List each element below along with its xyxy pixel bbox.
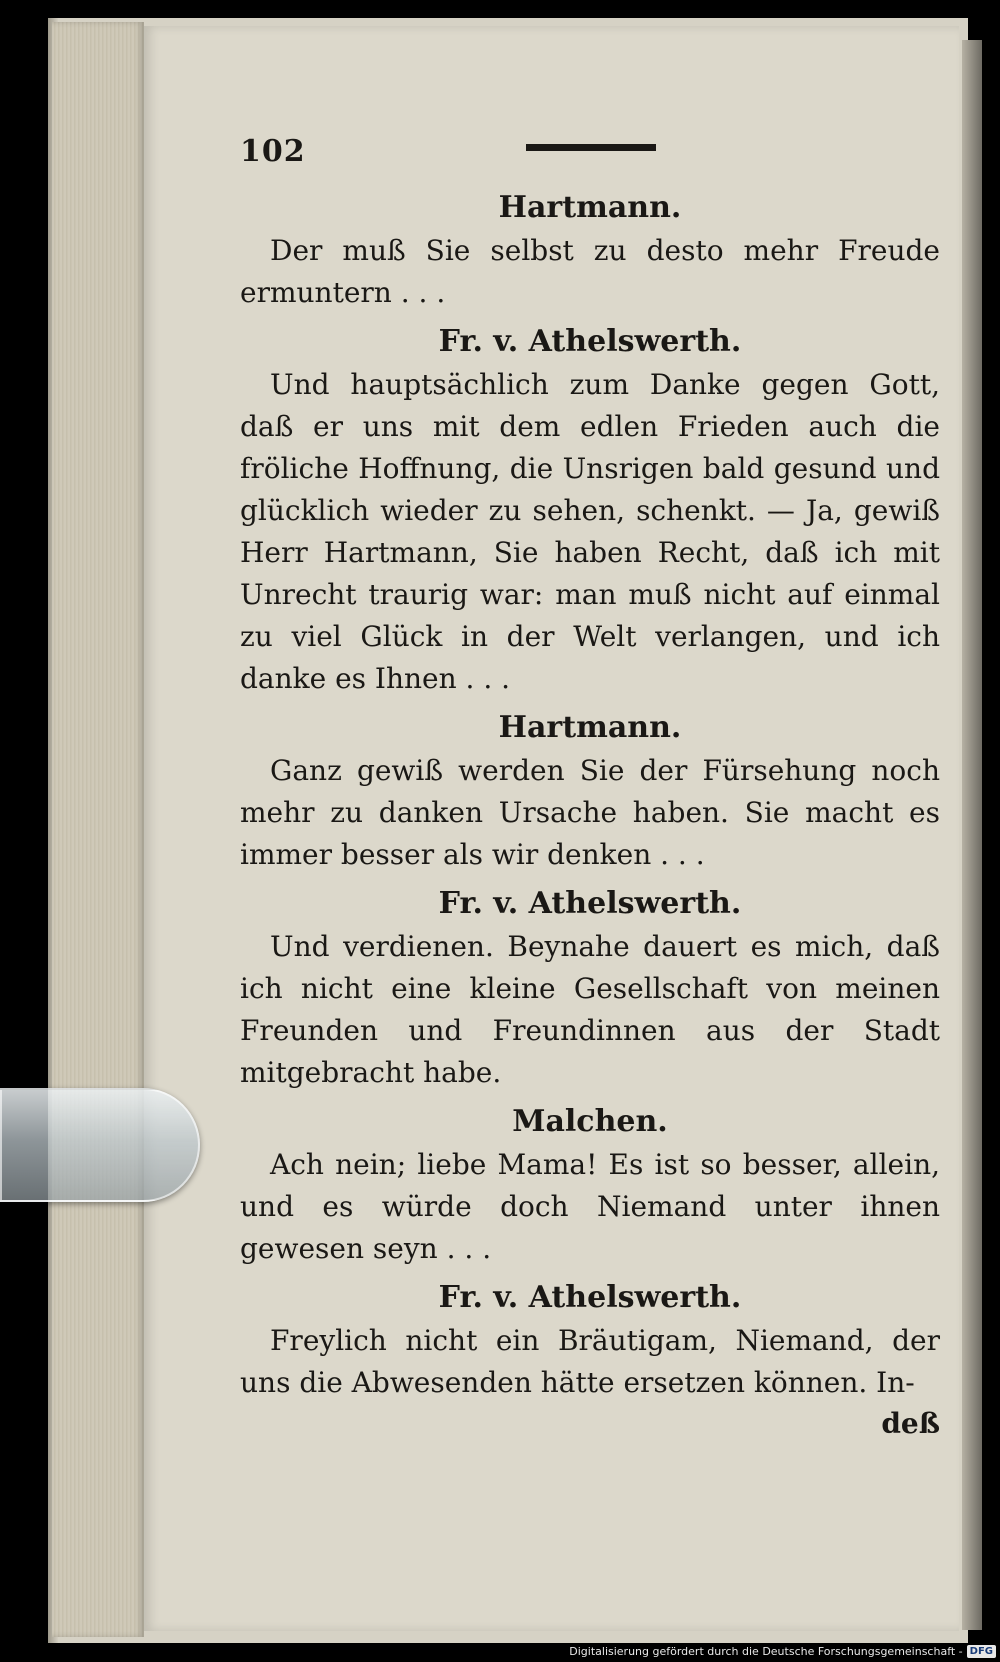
digitization-credit xyxy=(569,1645,996,1658)
speech-text: Ach nein; liebe Mama! Es ist so besser, allein, und es würde doch Niemand unter ihnen gewesen seyn . . . xyxy=(240,1148,940,1265)
speaker-name: Fr. v. Athelswerth. xyxy=(438,324,742,359)
dfg-logo: DFG xyxy=(967,1645,996,1658)
speech-text: Und hauptsächlich zum Danke gegen Gott, daß er uns mit dem edlen Frieden auch die fröliche Hoffnung, die Unsrigen bald gesund und glücklich wieder zu sehen, schenkt. — Ja, gewiß Herr Hartmann, Sie haben Recht, daß ich mit Unrecht traurig war: man muß nicht auf einmal zu viel Glück in der Welt verlangen, und ich danke es Ihnen . . . xyxy=(240,368,940,695)
speaker-name: Malchen. xyxy=(512,1104,668,1139)
speech-text: Und verdienen. Beynahe dauert es mich, daß ich nicht eine kleine Gesellschaft von meinen Freunden und Freundinnen aus der Stadt mitgebracht habe. xyxy=(240,930,940,1089)
facing-page-edge xyxy=(962,40,982,1630)
page-number: 102 xyxy=(240,134,306,169)
speech-text: Ganz gewiß werden Sie der Fürsehung noch mehr zu danken Ursache haben. Sie macht es immer besser als wir denken . . . xyxy=(240,754,940,871)
speaker-name: Fr. v. Athelswerth. xyxy=(438,886,742,921)
page-holder-clip xyxy=(0,1088,200,1202)
page-edges xyxy=(52,22,144,1637)
speaker-name: Hartmann. xyxy=(498,710,682,745)
speaker-name: Hartmann. xyxy=(498,190,682,225)
catchword: deß xyxy=(881,1407,940,1440)
credit-text: Digitalisierung gefördert durch die Deutsche Forschungsgemeinschaft - xyxy=(569,1645,963,1658)
page-content xyxy=(240,130,940,1444)
header-rule xyxy=(526,144,656,151)
speech-text: Der muß Sie selbst zu desto mehr Freude ermuntern . . . xyxy=(240,234,940,309)
speaker-name: Fr. v. Athelswerth. xyxy=(438,1280,742,1315)
speech-text: Freylich nicht ein Bräutigam, Niemand, der uns die Abwesenden hätte ersetzen können. In- xyxy=(240,1324,940,1399)
page-header xyxy=(240,130,940,186)
